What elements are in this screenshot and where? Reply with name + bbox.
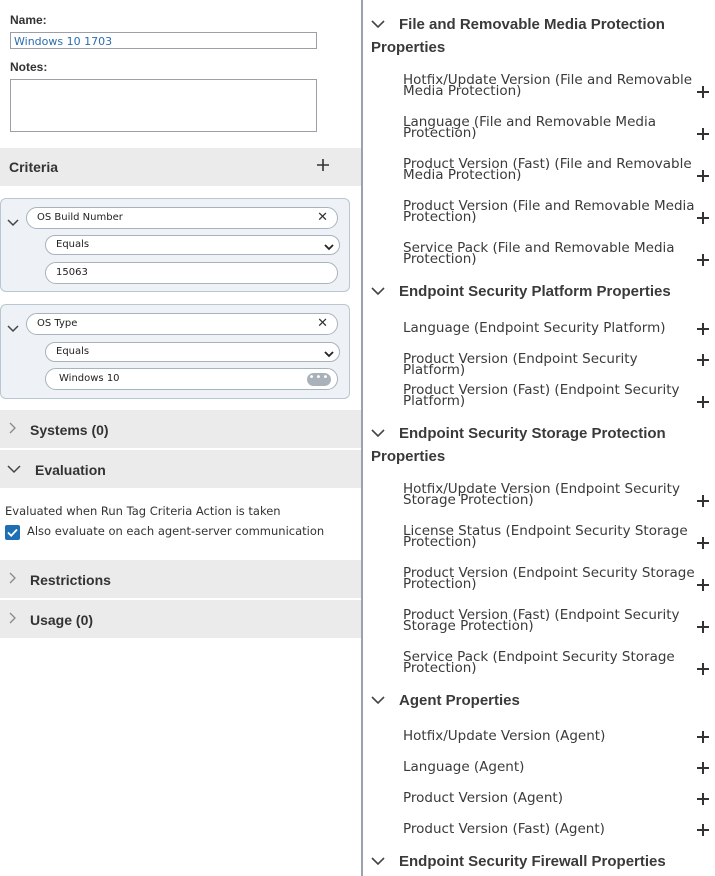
evaluation-title: Evaluation [35, 462, 106, 478]
property-group-header[interactable] [371, 422, 711, 468]
restrictions-section-header[interactable] [0, 560, 361, 598]
property-item-label: Language (File and Removable Media Protection) [403, 114, 656, 141]
chevron-down-icon [323, 348, 335, 360]
add-property-plus-icon[interactable] [697, 621, 709, 633]
property-item[interactable] [403, 114, 698, 141]
criterion-property-pill[interactable] [26, 207, 338, 229]
property-item[interactable] [403, 523, 698, 550]
add-property-plus-icon[interactable] [697, 323, 709, 335]
property-group-header[interactable] [371, 13, 711, 59]
add-property-plus-icon[interactable] [697, 354, 709, 366]
criterion-value-input[interactable] [45, 262, 338, 284]
chevron-down-icon [371, 856, 385, 866]
remove-criterion-close-icon[interactable]: ✕ [317, 316, 328, 331]
add-property-plus-icon[interactable] [697, 731, 709, 743]
property-group-title: Agent Properties [399, 692, 520, 709]
systems-section-header[interactable] [0, 410, 361, 448]
add-property-plus-icon[interactable] [697, 537, 709, 549]
property-item-label: Hotfix/Update Version (Endpoint Security Storage Protection) [403, 481, 680, 508]
name-label: Name: [10, 13, 47, 27]
property-item-label: Hotfix/Update Version (Agent) [403, 728, 606, 744]
add-property-plus-icon[interactable] [697, 128, 709, 140]
property-item[interactable] [403, 72, 698, 99]
chevron-down-icon [371, 19, 385, 29]
systems-title: Systems (0) [30, 422, 109, 438]
criterion-property: OS Build Number [37, 212, 123, 223]
property-item[interactable] [403, 790, 698, 806]
property-item[interactable] [403, 565, 698, 592]
criterion-value: 15063 [56, 267, 88, 278]
notes-textarea[interactable] [10, 79, 317, 132]
add-property-plus-icon[interactable] [697, 86, 709, 98]
usage-section-header[interactable] [0, 600, 361, 638]
add-property-plus-icon[interactable] [697, 170, 709, 182]
properties-panel [361, 0, 715, 876]
add-property-plus-icon[interactable] [697, 254, 709, 266]
property-group-header[interactable] [371, 850, 711, 873]
property-item[interactable] [403, 649, 698, 676]
chevron-down-icon [371, 695, 385, 705]
chevron-down-icon [323, 241, 335, 253]
add-property-plus-icon[interactable] [697, 212, 709, 224]
property-item-label: Service Pack (File and Removable Media Protection) [403, 240, 675, 267]
add-property-plus-icon[interactable] [697, 495, 709, 507]
add-property-plus-icon[interactable] [697, 579, 709, 591]
property-group-title: File and Removable Media Protection Properties [371, 16, 665, 56]
property-group-title: Endpoint Security Platform Properties [399, 283, 671, 300]
property-item-label: Product Version (Endpoint Security Storage Protection) [403, 565, 695, 592]
chevron-down-icon [371, 286, 385, 296]
evaluate-checkbox[interactable] [5, 525, 20, 540]
property-item[interactable] [403, 156, 698, 183]
property-item[interactable] [403, 481, 698, 508]
criterion-operator: Equals [56, 346, 90, 357]
usage-title: Usage (0) [30, 612, 94, 628]
evaluation-description: Evaluated when Run Tag Criteria Action is taken [5, 504, 281, 518]
criterion-value: Windows 10 [59, 373, 120, 384]
property-item[interactable] [403, 728, 698, 744]
chevron-down-icon[interactable] [6, 321, 20, 335]
chevron-down-icon[interactable] [6, 215, 20, 229]
property-item[interactable] [403, 382, 698, 409]
criterion-value-input[interactable] [45, 368, 338, 390]
criterion-card [0, 198, 350, 292]
property-item-label: Service Pack (Endpoint Security Storage Protection) [403, 649, 675, 676]
property-item-label: Product Version (File and Removable Media Protection) [403, 198, 695, 225]
property-item-label: Language (Agent) [403, 759, 525, 775]
notes-label: Notes: [10, 60, 48, 74]
criterion-property: OS Type [37, 318, 78, 329]
criterion-operator-select[interactable] [45, 342, 340, 362]
add-property-plus-icon[interactable] [697, 663, 709, 675]
add-property-plus-icon[interactable] [697, 762, 709, 774]
property-item[interactable] [403, 821, 698, 837]
property-item-label: Product Version (Agent) [403, 790, 563, 806]
property-item-label: License Status (Endpoint Security Storage Protection) [403, 523, 688, 550]
criterion-operator: Equals [56, 239, 90, 250]
remove-criterion-close-icon[interactable]: ✕ [317, 210, 328, 225]
add-property-plus-icon[interactable] [697, 824, 709, 836]
name-input[interactable]: Windows 10 1703 [10, 32, 317, 49]
chevron-down-icon [7, 464, 21, 474]
criterion-property-pill[interactable] [26, 313, 338, 335]
evaluation-section-header[interactable] [0, 450, 361, 488]
property-item-label: Language (Endpoint Security Platform) [403, 320, 666, 336]
property-group-header[interactable] [371, 280, 711, 303]
chevron-down-icon [371, 428, 385, 438]
property-item[interactable] [403, 759, 698, 775]
property-item-label: Product Version (Fast) (Endpoint Security Platform) [403, 382, 680, 409]
property-group-header[interactable] [371, 689, 711, 712]
property-item-label: Product Version (Endpoint Security Platform) [403, 351, 638, 378]
add-criteria-plus-icon[interactable] [317, 159, 329, 171]
chevron-right-icon [7, 612, 17, 624]
checkmark-icon [5, 525, 20, 540]
property-item-label: Hotfix/Update Version (File and Removable Media Protection) [403, 72, 693, 99]
more-options-icon[interactable]: ••• [307, 373, 331, 386]
restrictions-title: Restrictions [30, 572, 111, 588]
property-item-label: Product Version (Fast) (Agent) [403, 821, 605, 837]
property-item[interactable] [403, 198, 698, 225]
property-item[interactable] [403, 240, 698, 267]
chevron-right-icon [7, 422, 17, 434]
property-item-label: Product Version (Fast) (File and Removable Media Protection) [403, 156, 692, 183]
add-property-plus-icon[interactable] [697, 396, 709, 408]
property-group-title: Endpoint Security Storage Protection Properties [371, 425, 666, 465]
criterion-card [0, 304, 350, 399]
property-item[interactable] [403, 320, 698, 336]
evaluate-checkbox-label: Also evaluate on each agent-server communication [27, 524, 325, 538]
property-item[interactable] [403, 351, 698, 378]
add-property-plus-icon[interactable] [697, 793, 709, 805]
chevron-right-icon [7, 572, 17, 584]
criteria-header [0, 148, 361, 186]
property-item-label: Product Version (Fast) (Endpoint Security Storage Protection) [403, 607, 680, 634]
criteria-title: Criteria [9, 159, 59, 175]
property-group-title: Endpoint Security Firewall Properties [399, 853, 666, 870]
property-item[interactable] [403, 607, 698, 634]
criterion-operator-select[interactable] [45, 235, 340, 255]
